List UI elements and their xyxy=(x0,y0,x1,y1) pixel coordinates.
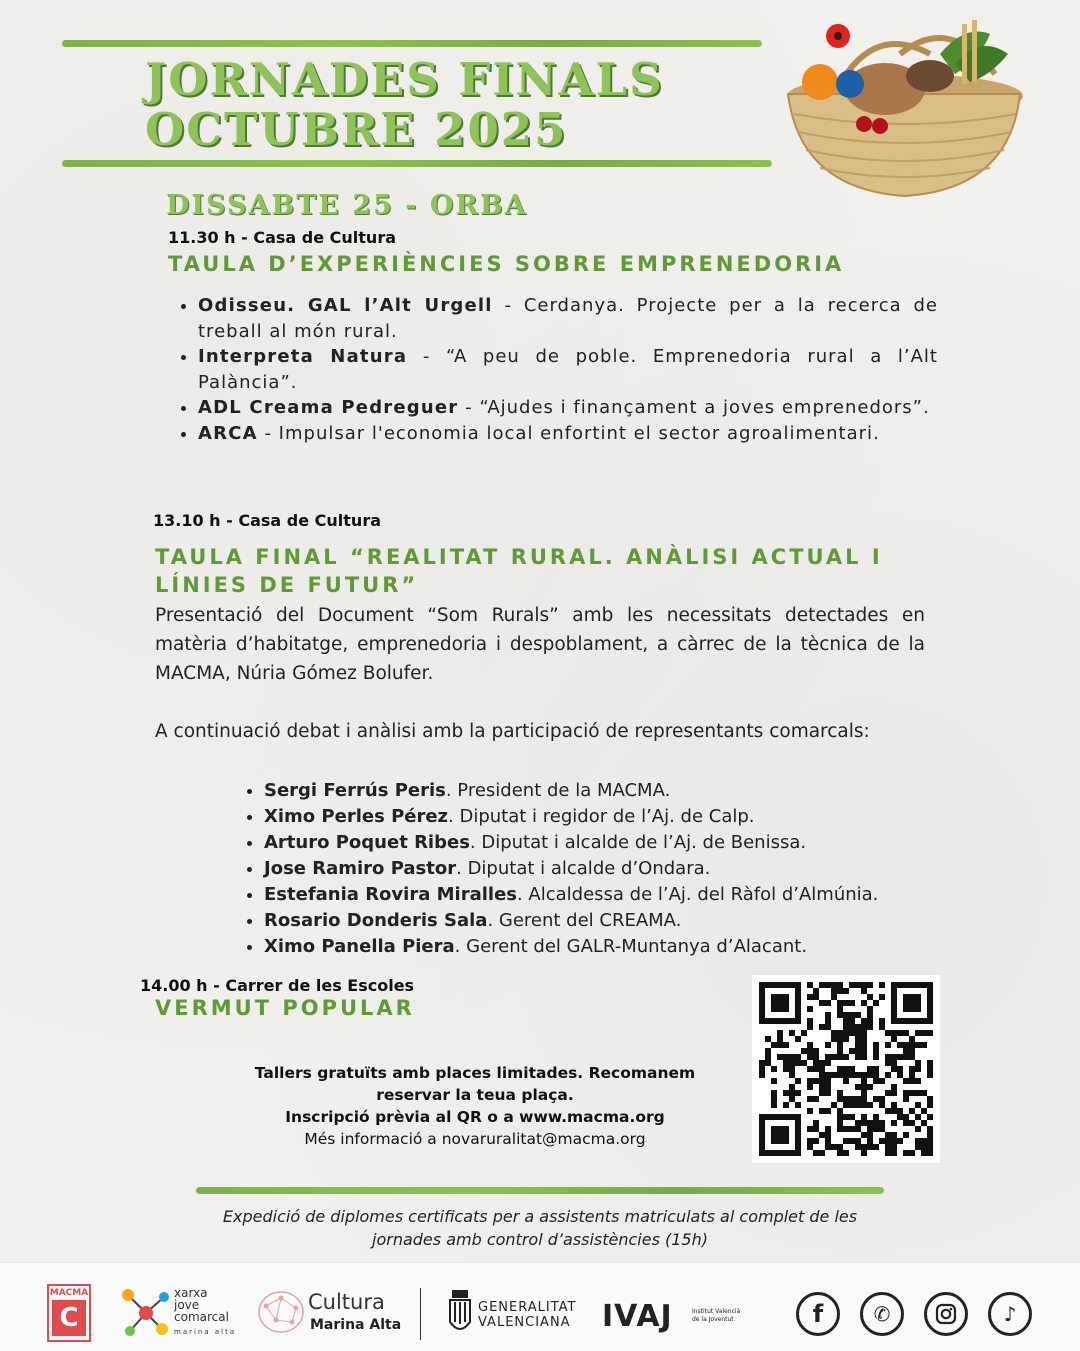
talk-text: - Impulsar l'economia local enfortint el sector agroalimentari. xyxy=(257,422,880,444)
session1-time: 11.30 h - Casa de Cultura xyxy=(168,228,396,247)
participant-role: . Gerent del CREAMA. xyxy=(487,910,682,931)
ivaj-sub-2: de la Joventut xyxy=(692,1316,734,1323)
session1-talks-list xyxy=(176,293,938,446)
registration-info xyxy=(225,1062,725,1150)
participant-role: . Alcaldessa de l’Aj. del Ràfol d’Almúnia. xyxy=(516,884,879,905)
list-item xyxy=(264,882,944,908)
gva-line-1: GENERALITAT xyxy=(478,1300,577,1315)
list-item xyxy=(264,934,944,960)
instagram-icon[interactable] xyxy=(924,1292,968,1336)
title-line-1: JORNADES FINALS xyxy=(145,53,664,106)
session2-paragraph-2: A continuació debat i anàlisi amb la participació de representants comarcals: xyxy=(155,721,870,742)
day-heading: DISSABTE 25 - ORBA xyxy=(166,190,528,221)
ivaj-word: IVAJ xyxy=(602,1299,673,1334)
title-line-2: OCTUBRE 2025 xyxy=(145,103,568,156)
participant-name: Rosario Donderis Sala xyxy=(264,910,488,931)
qr-code-icon xyxy=(752,975,940,1163)
talk-text: - “Ajudes i finançament a joves emprenedors”. xyxy=(458,397,930,418)
page-title xyxy=(145,55,664,155)
ivaj-logo[interactable] xyxy=(602,1300,742,1334)
talk-text: - “A peu de poble. Emprenedoria rural a l’Alt Palància”. xyxy=(198,346,938,393)
xarxa-line-3: comarcal xyxy=(174,1310,229,1324)
talk-name: ARCA xyxy=(198,422,258,444)
participant-role: . President de la MACMA. xyxy=(445,780,671,801)
xarxa-jove-logo[interactable] xyxy=(120,1285,240,1341)
session2-paragraph-1: Presentació del Document “Som Rurals” amb les necessitats detectades en matèria d’habitatge, emprenedoria i despoblament, a càrrec de la tècnica de la MACMA, Núria Gómez Bolufer. xyxy=(155,605,925,684)
session2-time: 13.10 h - Casa de Cultura xyxy=(153,511,381,530)
list-item xyxy=(264,830,944,856)
cultura-word: Cultura xyxy=(308,1290,385,1314)
participant-name: Estefania Rovira Miralles xyxy=(264,884,517,905)
talk-text: - Cerdanya. Projecte per a la recerca de treball al món rural. xyxy=(198,295,938,342)
logo-divider xyxy=(420,1288,421,1340)
list-item xyxy=(198,395,938,421)
participant-name: Arturo Poquet Ribes xyxy=(264,832,470,853)
ivaj-sub-1: Institut Valencià xyxy=(692,1308,741,1315)
participant-name: Sergi Ferrús Peris xyxy=(264,780,446,801)
cultura-marina-alta-logo[interactable] xyxy=(256,1286,406,1340)
generalitat-logo[interactable] xyxy=(448,1288,578,1340)
whatsapp-icon[interactable] xyxy=(860,1292,904,1336)
tiktok-glyph: ♪ xyxy=(1003,1302,1017,1326)
session3-time: 14.00 h - Carrer de les Escoles xyxy=(140,976,415,995)
xarxa-line-2: jove xyxy=(174,1298,200,1312)
brain-network-icon xyxy=(256,1286,306,1338)
instagram-camera-icon xyxy=(935,1303,957,1325)
certificate-footnote: Expedició de diplomes certificats per a assistents matriculats al complet de les jornades amb control d’assistències (15h) xyxy=(222,1207,858,1249)
session2-title: TAULA FINAL “REALITAT RURAL. ANÀLISI ACTUAL I LÍNIES DE FUTUR” xyxy=(155,545,883,597)
list-item xyxy=(264,856,944,882)
facebook-glyph: f xyxy=(812,1300,824,1328)
talk-name: ADL Creama Pedreguer xyxy=(198,397,459,418)
registration-qr-code[interactable] xyxy=(752,975,940,1163)
participant-role: . Diputat i regidor de l’Aj. de Calp. xyxy=(448,806,755,827)
info-line-2[interactable]: Inscripció prèvia al QR o a www.macma.org xyxy=(285,1108,665,1126)
participant-name: Jose Ramiro Pastor xyxy=(264,858,457,879)
participant-name: Ximo Panella Piera xyxy=(264,936,455,957)
xarxa-line-1: xarxa xyxy=(174,1286,208,1300)
xarxa-molecule-icon xyxy=(120,1287,172,1339)
top-stroke xyxy=(62,40,762,47)
cultura-sub: Marina Alta xyxy=(310,1317,402,1333)
participant-role: . Diputat i alcalde de l’Aj. de Benissa. xyxy=(469,832,807,853)
session1-title: TAULA D’EXPERIÈNCIES SOBRE EMPRENEDORIA xyxy=(168,252,845,276)
whatsapp-glyph: ✆ xyxy=(873,1302,891,1326)
list-item xyxy=(264,778,944,804)
list-item xyxy=(198,421,938,447)
macma-logo[interactable] xyxy=(47,1284,91,1342)
tiktok-icon[interactable] xyxy=(988,1292,1032,1336)
info-line-3[interactable]: Més informació a novaruralitat@macma.org xyxy=(304,1130,646,1148)
info-line-1: Tallers gratuïts amb places limitades. Recomanem reservar la teua plaça. xyxy=(254,1064,696,1104)
bottom-stroke xyxy=(196,1187,884,1194)
list-item xyxy=(198,344,938,395)
talk-name: Odisseu. GAL l’Alt Urgell xyxy=(198,295,493,316)
participant-role: . Diputat i alcalde d’Ondara. xyxy=(456,858,711,879)
participant-role: . Gerent del GALR-Muntanya d’Alacant. xyxy=(454,936,808,957)
basket-illustration xyxy=(780,14,1025,204)
list-item xyxy=(264,804,944,830)
talk-name: Interpreta Natura xyxy=(198,346,408,367)
participants-list xyxy=(242,778,944,960)
xarxa-line-4: marina alta xyxy=(174,1328,237,1336)
facebook-icon[interactable] xyxy=(796,1292,840,1336)
generalitat-shield-icon xyxy=(448,1290,472,1338)
macma-logo-letter: C xyxy=(52,1300,86,1336)
title-underline-stroke xyxy=(62,160,772,167)
session3-title: VERMUT POPULAR xyxy=(155,996,415,1020)
list-item xyxy=(264,908,944,934)
gva-line-2: VALENCIANA xyxy=(478,1315,571,1330)
participant-name: Ximo Perles Pérez xyxy=(264,806,449,827)
macma-logo-label: MACMA xyxy=(49,1288,89,1298)
list-item xyxy=(198,293,938,344)
